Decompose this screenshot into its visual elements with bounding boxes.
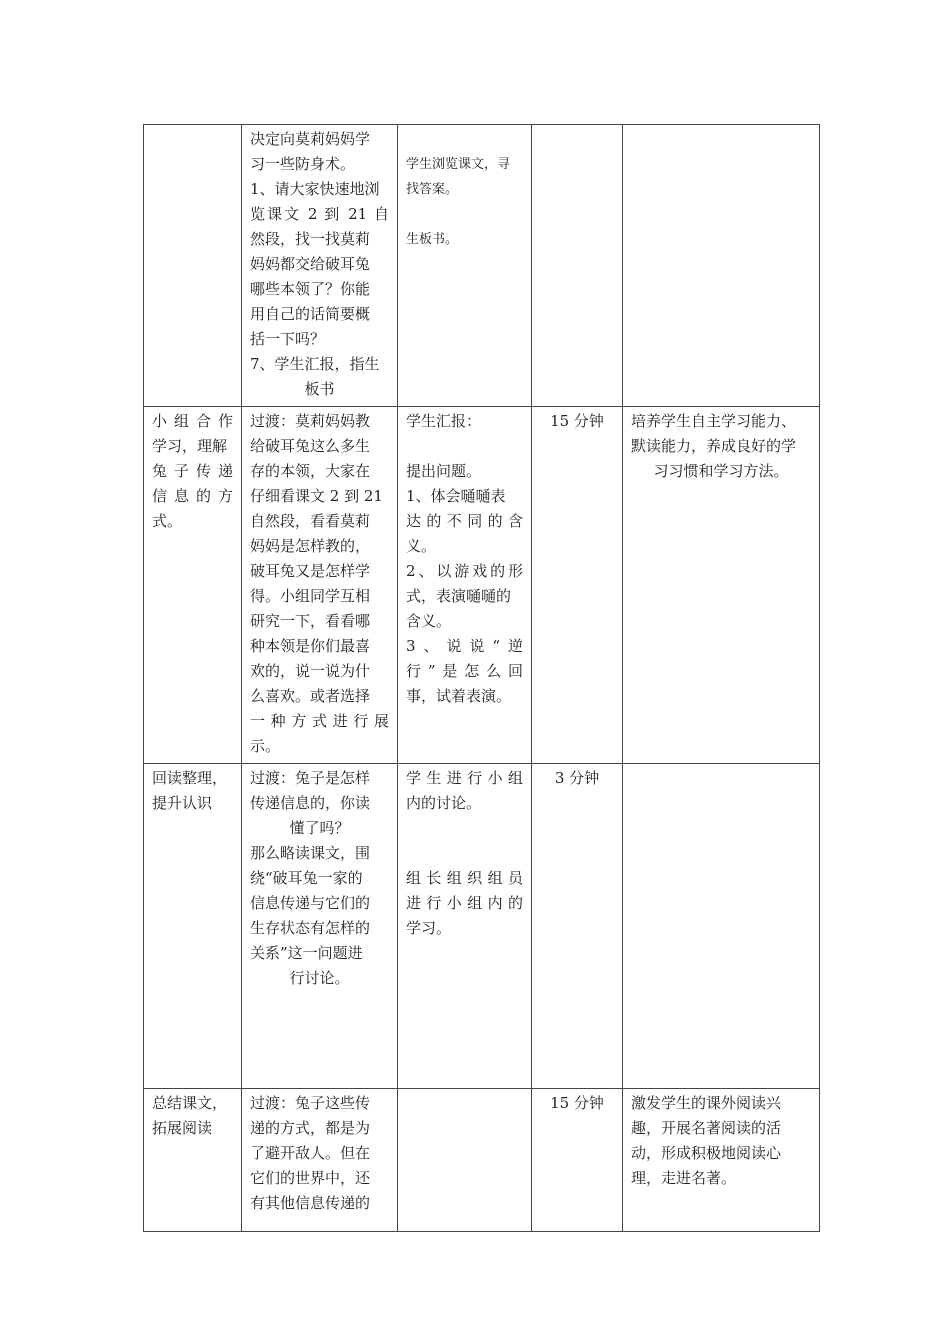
text-line: 绕“破耳兔一家的 [250,869,363,887]
text-line: 动，形成积极地阅读心 [631,1144,782,1162]
text-line: 一种方式进行展 [250,712,389,730]
text-line: 信息的方 [152,487,233,505]
student-activity-cell [398,764,532,1089]
teacher-activity-cell [242,1089,398,1232]
text-line: 提升认识 [152,794,213,812]
stage-cell [144,764,242,1089]
text-line: 过渡：兔子这些传 [250,1094,371,1112]
text-line: 破耳兔又是怎样学 [250,562,371,580]
text-line: 习习惯和学习方法。 [653,462,789,480]
text-line: 它们的世界中，还 [250,1169,371,1187]
text-line: 存的本领，大家在 [250,462,371,480]
lesson-plan-table [143,124,820,1232]
text-line: 找答案。 [406,182,459,197]
text-line: 览课文 2 到 21 自 [250,205,389,223]
goal-cell [623,407,820,764]
text-line [406,202,523,227]
text-line: 信息传递与它们的 [250,894,371,912]
text-line: 式，表演嗵嗵的 [406,587,512,605]
text-line: 1、体会嗵嗵表 [406,487,506,505]
time-cell: 15 分钟 [532,1089,623,1232]
text-line: 达的不同的含 [406,512,523,530]
text-line: 过渡：兔子是怎样 [250,769,371,787]
teacher-activity-cell [242,125,398,407]
text-line: 示。 [250,737,281,755]
text-line: 有其他信息传递的 [250,1194,371,1212]
text-line: 培养学生自主学习能力、 [631,412,797,430]
stage-cell [144,407,242,764]
text-line: 学生浏览课文，寻 [406,157,511,172]
text-line: 自然段，看看莫莉 [250,512,371,530]
text-line: 么喜欢。或者选择 [250,687,371,705]
text-line: 小组合作 [152,412,233,430]
goal-cell [623,764,820,1089]
text-line: 学习。 [406,919,452,937]
text-line: 递的方式，都是为 [250,1119,371,1137]
time-cell [532,125,623,407]
text-line: 了避开敌人。但在 [250,1144,371,1162]
stage-cell [144,1089,242,1232]
text-line: 趣，开展名著阅读的活 [631,1119,782,1137]
text-line: 激发学生的课外阅读兴 [631,1094,782,1112]
text-line: 妈妈是怎样教的， [250,537,371,555]
text-line: 总结课文， [152,1094,228,1112]
text-line: 事，试着表演。 [406,687,512,705]
text-line: 懂了吗？ [289,819,350,837]
time-cell: 3 分钟 [532,764,623,1089]
text-line: 含义。 [406,612,452,630]
text-line: 默读能力，养成良好的学 [631,437,797,455]
student-activity-cell [398,1089,532,1232]
text-line: 式。 [152,512,183,530]
table-row [144,764,820,1089]
text-line: 板书 [304,380,335,398]
text-line: 义。 [406,537,437,555]
stage-cell [144,125,242,407]
text-line: 学习，理解 [152,437,228,455]
text-line: 学生汇报： [406,412,482,430]
text-line: 得。小组同学互相 [250,587,371,605]
text-line: 欢的，说一说为什 [250,662,371,680]
text-line: 2、以游戏的形 [406,562,523,580]
text-line: 哪些本领了？你能 [250,280,371,298]
text-line: 然段，找一找莫莉 [250,230,371,248]
text-line: 仔细看课文 2 到 21 [250,487,383,505]
text-line: 用自己的话简要概 [250,305,371,323]
goal-cell [623,125,820,407]
text-line: 生存状态有怎样的 [250,919,371,937]
text-line [406,816,523,841]
text-line: 1、请大家快速地浏 [250,180,380,198]
table-row [144,125,820,407]
student-activity-cell [398,407,532,764]
text-line: 7、学生汇报，指生 [250,355,380,373]
text-line: 组长组织组员 [406,869,523,887]
text-line: 给破耳兔这么多生 [250,437,371,455]
student-activity-cell [398,125,532,407]
text-line: 行讨论。 [289,969,350,987]
text-line [406,434,523,459]
text-line: 决定向莫莉妈妈学 [250,130,371,148]
text-line: 行”是怎么回 [406,662,523,680]
text-line: 妈妈都交给破耳兔 [250,255,371,273]
text-line: 传递信息的，你读 [250,794,371,812]
teacher-activity-cell [242,764,398,1089]
text-line: 3、说说“逆 [406,637,523,655]
text-line: 回读整理， [152,769,228,787]
text-line: 理，走进名著。 [631,1169,737,1187]
text-line: 种本领是你们最喜 [250,637,371,655]
text-line [406,841,523,866]
text-line: 生板书。 [406,232,459,247]
text-line: 过渡：莫莉妈妈教 [250,412,371,430]
table-row [144,407,820,764]
text-line: 研究一下，看看哪 [250,612,371,630]
time-cell: 15 分钟 [532,407,623,764]
text-line: 兔子传递 [152,462,233,480]
text-line: 拓展阅读 [152,1119,213,1137]
text-line: 学生进行小组 [406,769,523,787]
text-line: 提出问题。 [406,462,482,480]
table-row [144,1089,820,1232]
text-line: 习一些防身术。 [250,155,356,173]
text-line: 那么略读课文，围 [250,844,371,862]
text-line: 内的讨论。 [406,794,482,812]
teacher-activity-cell [242,407,398,764]
goal-cell [623,1089,820,1232]
text-line: 关系”这一问题进 [250,944,363,962]
text-line: 进行小组内的 [406,894,523,912]
text-line: 括一下吗？ [250,330,326,348]
